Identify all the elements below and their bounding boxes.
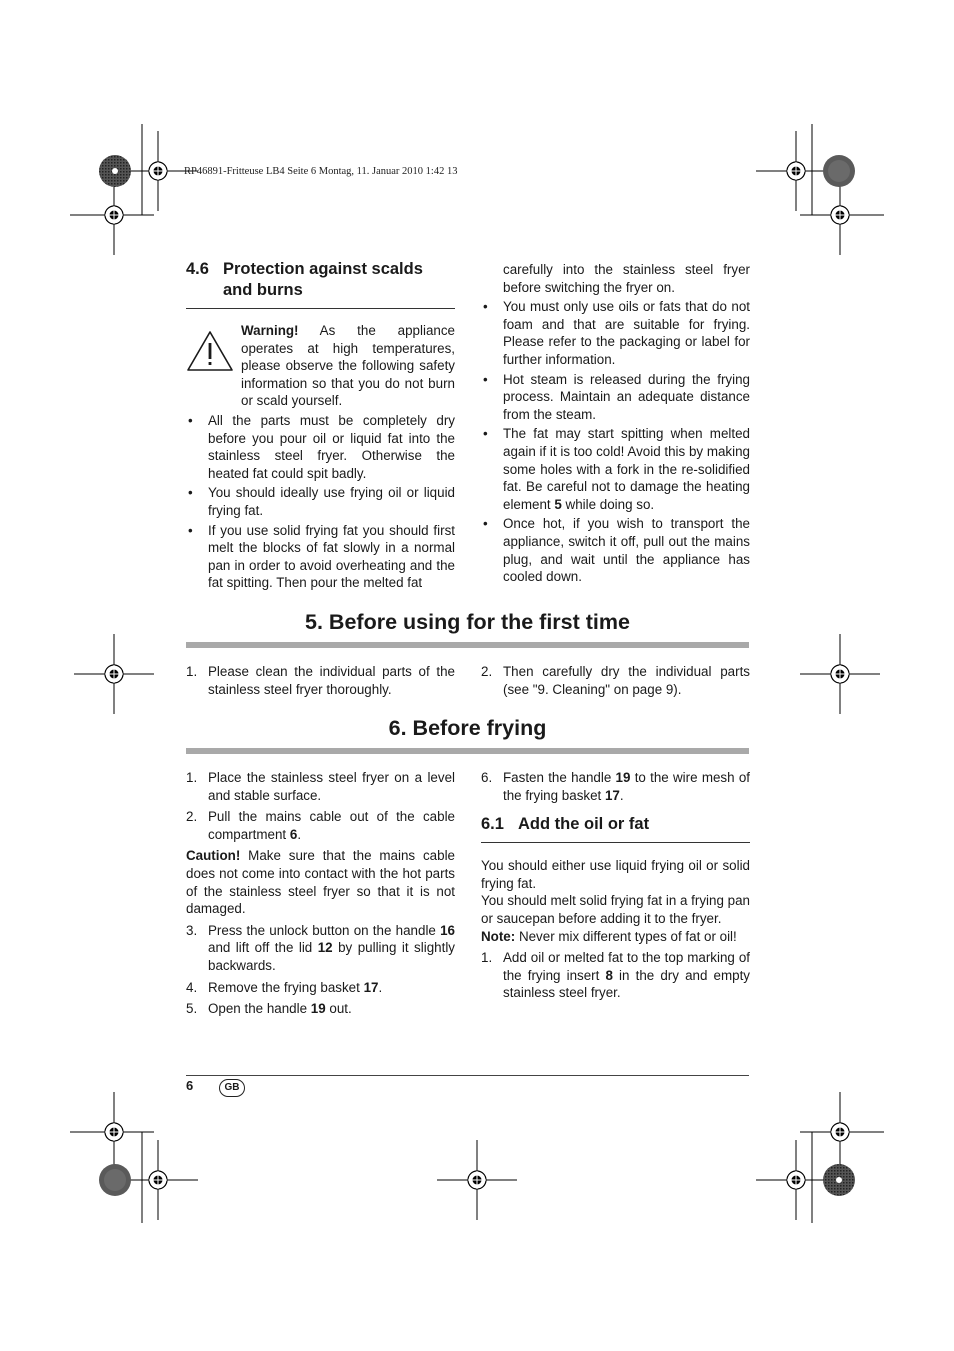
section-number: 6.1 [481,815,504,834]
steps-list [481,769,750,804]
bullet-continuation: carefully into the stainless steel fryer before switching the fryer on. [503,262,750,295]
footer-rule [186,1075,749,1076]
section-5-title: 5. Before using for the first time [305,610,630,634]
section-divider [186,748,749,754]
part-reference: 19 [310,1001,326,1017]
page-number: 6 [186,1078,194,1093]
step-item: 6. Fasten the handle 19 to the wire mesh of the frying basket 17. [481,770,750,803]
section-5-right-column [481,663,750,702]
part-reference: 5 [554,496,562,512]
part-reference: 16 [440,922,455,938]
steps-list [186,663,455,698]
step-item: 1. Place the stainless steel fryer on a level and stable surface. [186,770,455,803]
list-item: • All the parts must be completely dry before you pour oil or liquid fat into the stainless steel fryer. Otherwise the heated fat could spit badly. [186,412,455,482]
section-4-6-right-column [481,261,750,588]
section-6-1-heading [481,814,750,843]
section-5-left-column [186,663,455,702]
section-6-title: 6. Before frying [388,716,547,740]
section-divider [186,642,749,648]
print-info: RP46891-Fritteuse LB4 Seite 6 Montag, 11. Januar 2010 1:42 13 [184,166,458,177]
steps-list [186,922,455,1018]
warning-label: Warning! [241,323,299,338]
section-4-6-heading [186,259,455,309]
warning-text: As the appliance operates at high temperatures, please observe the following safety information so that you do not burn or scald yourself. [241,323,455,409]
list-item: • You must only use oils or fats that do not foam and that are suitable for frying. Please refer to the packaging or label for further information. [481,298,750,368]
section-number: 4.6 [186,260,209,278]
steps-list [481,663,750,698]
steps-list [481,949,750,1002]
list-item: • You should ideally use frying oil or liquid frying fat. [186,484,455,519]
step-item: 5. Open the handle 19 out. [186,1001,352,1017]
caution-notice: Caution! Make sure that the mains cable does not come into contact with the hot parts of the stainless steel fryer so that it is not damaged. [186,848,455,917]
part-reference: 17 [363,979,379,995]
part-reference: 17 [604,787,620,803]
list-item: • Once hot, if you wish to transport the appliance, switch it off, pull out the mains plug, and wait until the appliance has cooled down. [481,515,750,585]
part-reference: 19 [615,770,631,785]
step-item: 4. Remove the frying basket 17. [186,979,383,995]
note-label: Note: [481,928,516,944]
list-item: • The fat may start spitting when melted again if it is too cold! Avoid this by making some holes with a fork in the re-solidified fat. Be careful not to damage the heating element 5 while doing so. [481,425,750,513]
safety-list-right [481,298,750,586]
section-title: Protection against scalds and burns [223,260,423,299]
paragraph: You should melt solid frying fat in a frying pan or saucepan before adding it to the fryer. [481,893,750,926]
step-item: 2. Pull the mains cable out of the cable compartment 6. [186,809,455,842]
section-4-6-left-column [186,259,455,594]
note-notice: Note: Never mix different types of fat or oil! [481,928,737,944]
step-item: 1. Please clean the individual parts of the stainless steel fryer thoroughly. [186,664,455,697]
language-badge: GB [219,1079,245,1097]
caution-label: Caution! [186,848,241,864]
list-item: • Hot steam is released during the frying process. Maintain an adequate distance from the steam. [481,371,750,424]
safety-list-left [186,412,455,592]
paragraph: You should either use liquid frying oil or solid frying fat. [481,858,750,891]
steps-list [186,769,455,843]
section-6-left-column [186,769,455,1022]
list-item: • If you use solid frying fat you should first melt the blocks of fat slowly in a normal pan in order to avoid overheating and the fat spitting. Then pour the melted fat [186,522,455,592]
section-title: Add the oil or fat [518,815,650,834]
warning-notice [186,322,455,410]
section-6-right-column [481,769,750,1006]
step-item: 3. Press the unlock button on the handle 16 and lift off the lid 12 by pulling it slightly backwards. [186,922,455,973]
step-item: 2. Then carefully dry the individual parts (see "9. Cleaning" on page 9). [481,664,750,697]
warning-triangle-icon [186,330,234,372]
part-reference: 12 [317,940,333,956]
step-item: 1. Add oil or melted fat to the top marking of the frying insert 8 in the dry and empty stainless steel fryer. [481,950,751,1001]
part-reference: 6 [289,826,298,842]
part-reference: 8 [605,967,613,983]
